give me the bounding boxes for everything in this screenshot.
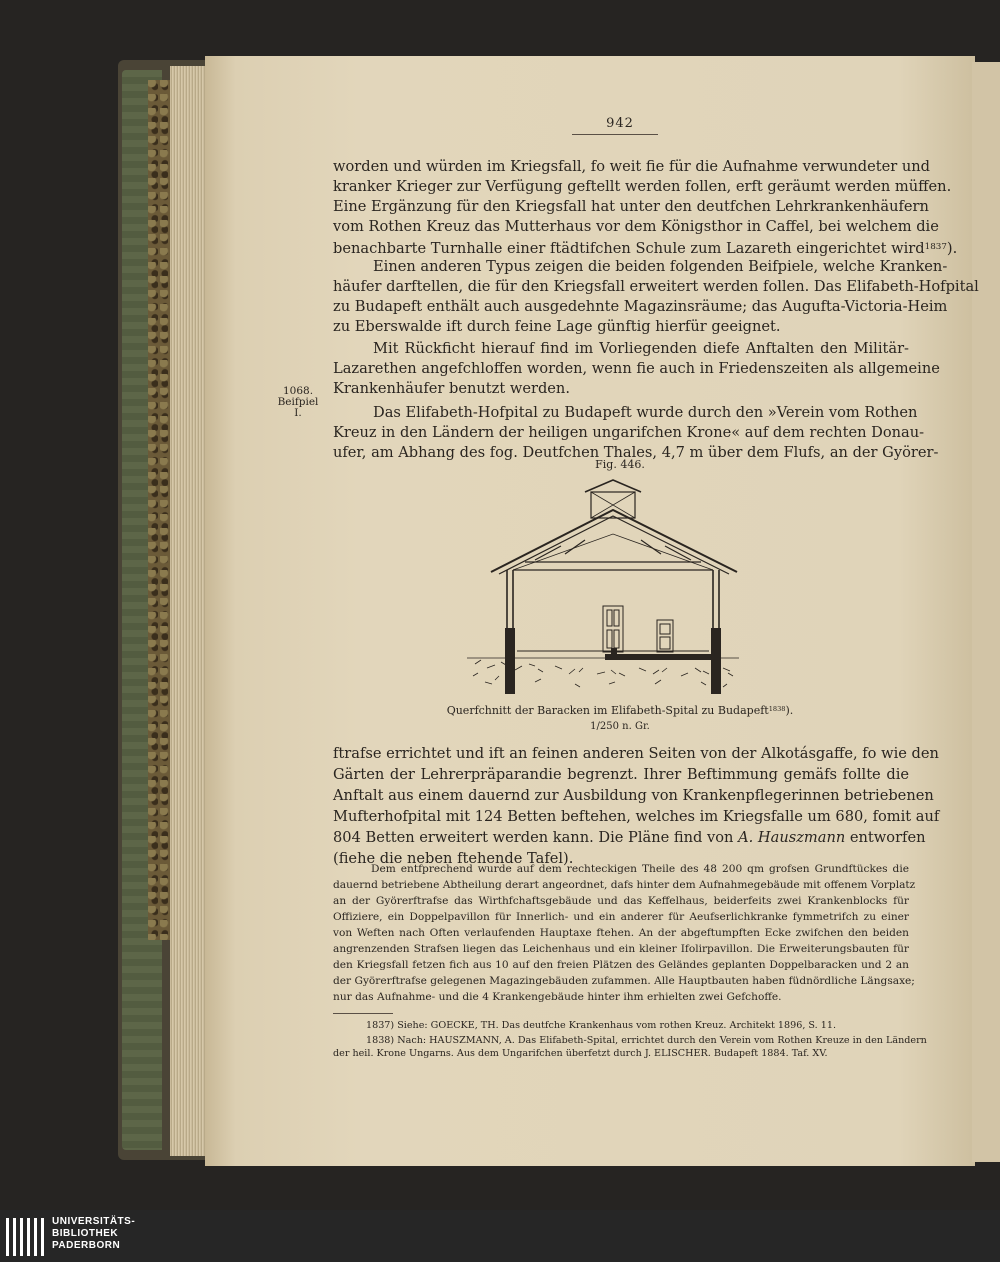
marginal-number: 1068. <box>282 385 314 397</box>
figure-label: Fig. 446. <box>595 458 645 471</box>
small-text-line: von Weften nach Often verlaufenden Hauptaxe ftehen. An der abgeftumpften Ecke zwifchen den beiden <box>333 927 909 939</box>
small-text-line: der Györerftrafse gelegenen Magazingebäuden zufammen. Alle Hauptbauten haben füdnördliche Längsaxe; <box>333 975 915 987</box>
text-line: zu Eberswalde ift durch feine Lage günftig hierfür geeignet. <box>333 318 781 335</box>
text-line: vom Rothen Kreuz das Mutterhaus vor dem Königsthor in Caffel, bei welchem die <box>333 218 939 235</box>
library-logo-icon <box>6 1218 46 1256</box>
footnote: 1838) Nach: HAUSZMANN, A. Das Elifabeth-Spital, errichtet durch den Verein vom Rothen Kreuze in den Ländern <box>366 1035 927 1046</box>
small-text-line: dauernd betriebene Abtheilung derart angeordnet, dafs hinter dem Aufnahmegebäude mit offenem Vorplatz <box>333 879 916 891</box>
foundations <box>505 628 721 694</box>
small-text-line: den Kriegsfall fetzen fich aus 10 auf den freien Plätzen des Geländes geplanten Doppelbaracken und 2 an <box>333 959 909 971</box>
text-line: Kreuz in den Ländern der heiligen ungarifchen Krone« auf dem rechten Donau- <box>333 424 925 441</box>
text-line: worden und würden im Kriegsfall, fo weit fie für die Aufnahme verwundeter und <box>333 158 930 175</box>
roof <box>491 510 737 574</box>
text-line: 804 Betten erweitert werden kann. Die Pläne find von A. Hauszmann entworfen <box>333 829 926 846</box>
doors <box>603 606 673 652</box>
text-line: Einen anderen Typus zeigen die beiden folgenden Beifpiele, welche Kranken- <box>373 258 948 275</box>
text-line: Mit Rückficht hierauf find im Vorliegenden diefe Anftalten den Militär- <box>373 340 909 357</box>
library-name: BIBLIOTHEK <box>52 1228 119 1239</box>
text-line: Anftalt aus einem dauernd zur Ausbildung von Krankenpflegerinnen betriebenen <box>333 787 934 804</box>
footnote-ref: 1838 <box>768 705 786 714</box>
small-text-line: angrenzenden Strafsen liegen das Leichenhaus und ein kleiner Ifolirpavillon. Die Erweiterungsbauten für <box>333 943 909 955</box>
architect-name: A. Hauszmann <box>738 829 846 846</box>
text-line: Mufterhofpital mit 124 Betten beftehen, welches im Kriegsfalle um 680, fomit auf <box>333 808 940 825</box>
marginal-roman: I. <box>294 407 302 419</box>
text-line: Das Elifabeth-Hofpital zu Budapeft wurde durch den »Verein vom Rothen <box>373 404 918 421</box>
text-line: Lazarethen angefchloffen worden, wenn fie auch in Friedenszeiten als allgemeine <box>333 360 940 377</box>
text-line: ufer, am Abhang des fog. Deutfchen Thales, 4,7 m über dem Flufs, an der Györer- <box>333 444 939 461</box>
library-footer <box>0 1210 1000 1262</box>
text-line: benachbarte Turnhalle einer ftädtifchen Schule zum Lazareth eingerichtet wird$^{1837}$). <box>333 239 958 257</box>
text-line: Krankenhäufer benutzt werden. <box>333 380 570 397</box>
cross-section-figure <box>465 478 741 696</box>
ridge-ventilator <box>585 480 641 518</box>
small-text-line: Dem entfprechend wurde auf dem rechteckigen Theile des 48 200 qm grofsen Grundftückes die <box>371 863 909 875</box>
figure-scale: 1/250 n. Gr. <box>590 721 650 732</box>
footnote: 1837) Siehe: GOECKE, TH. Das deutfche Krankenhaus vom rothen Kreuz. Architekt 1896, S. 11. <box>366 1020 837 1031</box>
footnote: der heil. Krone Ungarns. Aus dem Ungarifchen überfetzt durch J. ELISCHER. Budapeft 1884. Taf. XV. <box>333 1048 828 1059</box>
text-line: kranker Krieger zur Verfügung geftellt werden follen, erft geräumt werden müffen. <box>333 178 952 195</box>
footnote-ref: 1837 <box>924 242 947 252</box>
small-text-line: nur das Aufnahme- und die 4 Krankengebäude hinter ihm erhielten zwei Gefchoffe. <box>333 991 782 1003</box>
footnote-rule <box>333 1013 393 1014</box>
figure-caption: Querfchnitt der Baracken im Elifabeth-Spital zu Budapeft$^{1838}$). <box>446 704 794 717</box>
text-line: (fiehe die neben ftehende Tafel). <box>333 850 574 867</box>
library-name: UNIVERSITÄTS- <box>52 1216 136 1227</box>
library-name: PADERBORN <box>52 1240 121 1251</box>
text-line: Eine Ergänzung für den Kriegsfall hat unter den deutfchen Lehrkrankenhäufern <box>333 198 929 215</box>
small-text-line: an der Györerftrafse das Wirthfchaftsgebäude und das Keffelhaus, beiderfeits zwei Krankenblocks für <box>333 895 909 907</box>
text-line: zu Budapeft enthält auch ausgedehnte Magazinsräume; das Augufta-Victoria-Heim <box>333 298 948 315</box>
walls <box>507 570 719 651</box>
text-line: Gärten der Lehrerpräparandie begrenzt. Ihrer Beftimmung gemäfs follte die <box>333 766 909 783</box>
marginal-label: Beifpiel <box>277 396 319 408</box>
small-text-line: Offiziere, ein Doppelpavillon für Innerlich- und ein anderer für Aeufserlichkranke fymmetrifch zu einer <box>333 911 909 923</box>
text-line: häufer darftellen, die für den Kriegsfall erweitert werden follen. Das Elifabeth-Hofpital <box>333 278 979 295</box>
header-rule <box>572 134 658 135</box>
text-line: ftrafse errichtet und ift an feinen anderen Seiten von der Alkotásgaffe, fo wie den <box>333 745 939 762</box>
page-number: 942 <box>606 116 634 131</box>
